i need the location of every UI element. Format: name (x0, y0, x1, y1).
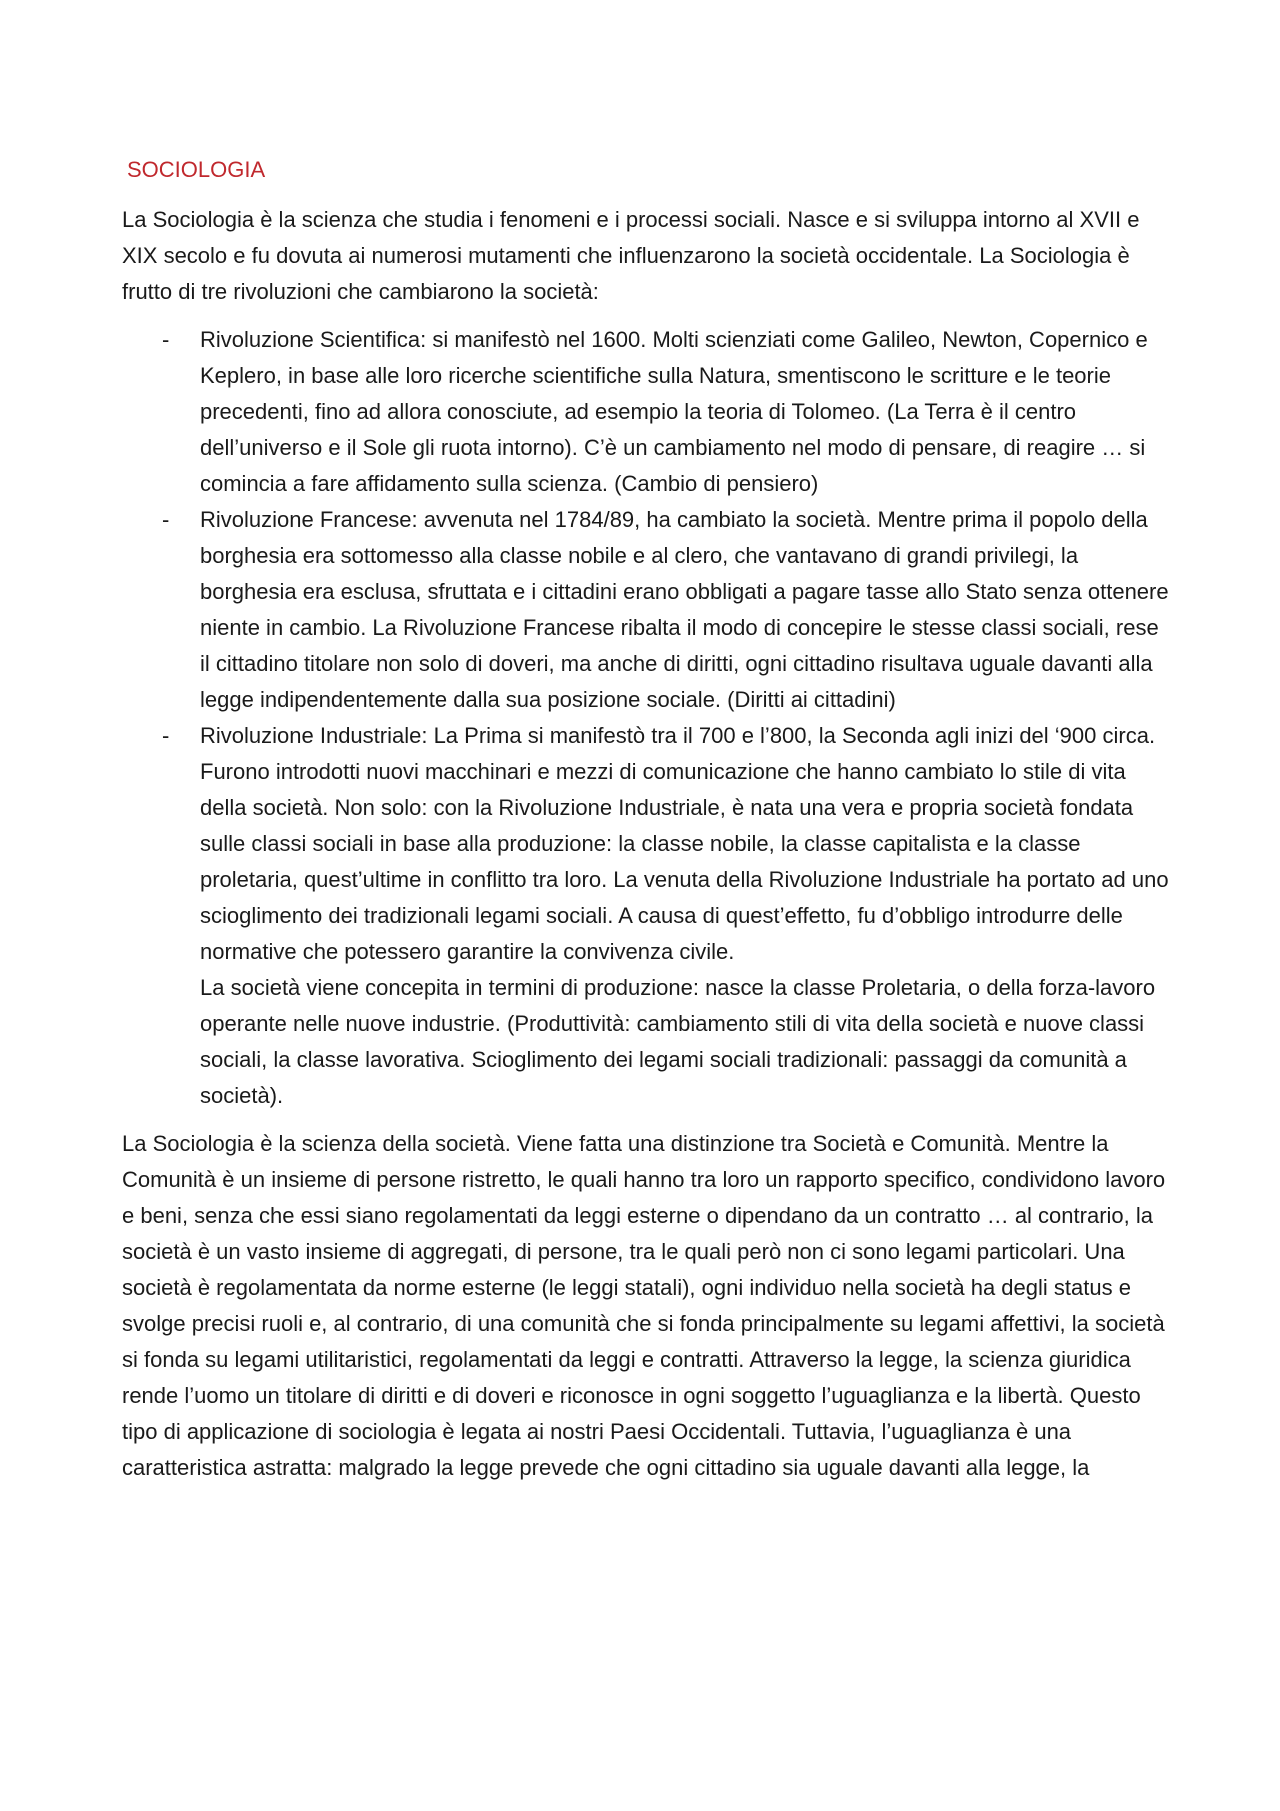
document-title: SOCIOLOGIA (127, 157, 266, 182)
list-item-scientific-revolution (122, 322, 1172, 502)
list-item-text: Rivoluzione Francese: avvenuta nel 1784/89, ha cambiato la società. Mentre prima il popolo della borghesia era sottomesso alla classe nobile e al clero, che vantavano di grandi privilegi, la borghesia era esclusa, sfruttata e i cittadini erano obbligati a pagare tasse allo Stato senza ottenere niente in cambio. La Rivoluzione Francese ribalta il modo di concepire le stesse classi sociali, rese il cittadino titolare non solo di doveri, ma anche di diritti, ogni cittadino risultava uguale davanti alla legge indipendentemente dalla sua posizione sociale. (Diritti ai cittadini) (200, 507, 1169, 712)
revolutions-list (122, 322, 1172, 1114)
list-item-text: Rivoluzione Scientifica: si manifestò nel 1600. Molti scienziati come Galileo, Newton, Copernico e Keplero, in base alle loro ricerche scientifiche sulla Natura, smentiscono le scritture e le teorie precedenti, fino ad allora conosciute, ad esempio la teoria di Tolomeo. (La Terra è il centro dell’universo e il Sole gli ruota intorno). C’è un cambiamento nel modo di pensare, di reagire … si comincia a fare affidamento sulla scienza. (Cambio di pensiero) (200, 327, 1148, 496)
bullet-marker: - (162, 507, 170, 532)
list-item-continuation: La società viene concepita in termini di produzione: nasce la classe Proletaria, o della forza-lavoro operante nelle nuove industrie. (Produttività: cambiamento stili di vita della società e nuove classi sociali, la classe lavorativa. Scioglimento dei legami sociali tradizionali: passaggi da comunità a società). (200, 975, 1156, 1108)
list-item-french-revolution (122, 502, 1172, 718)
bullet-marker: - (162, 327, 170, 352)
list-item-text: Rivoluzione Industriale: La Prima si manifestò tra il 700 e l’800, la Seconda agli inizi del ‘900 circa. Furono introdotti nuovi macchinari e mezzi di comunicazione che hanno cambiato lo stile di vita della società. Non solo: con la Rivoluzione Industriale, è nata una vera e propria società fondata sulle classi sociali in base alla produzione: la classe nobile, la classe capitalista e la classe proletaria, quest’ultime in conflitto tra loro. La venuta della Rivoluzione Industriale ha portato ad uno scioglimento dei tradizionali legami sociali. A causa di quest’effetto, fu d’obbligo introdurre delle normative che potessero garantire la convivenza civile. (200, 723, 1169, 964)
body-paragraph: La Sociologia è la scienza della società. Viene fatta una distinzione tra Società e Comunità. Mentre la Comunità è un insieme di persone ristretto, le quali hanno tra loro un rapporto specifico, condividono lavoro e beni, senza che essi siano regolamentati da leggi esterne o dipendano da un contratto … al contrario, la società è un vasto insieme di aggregati, di persone, tra le quali però non ci sono legami particolari. Una società è regolamentata da norme esterne (le leggi statali), ogni individuo nella società ha degli status e svolge precisi ruoli e, al contrario, di una comunità che si fonda principalmente su legami affettivi, la società si fonda su legami utilitaristici, regolamentati da leggi e contratti. Attraverso la legge, la scienza giuridica rende l’uomo un titolare di diritti e di doveri e riconosce in ogni soggetto l’uguaglianza e la libertà. Questo tipo di applicazione di sociologia è legata ai nostri Paesi Occidentali. Tuttavia, l’uguaglianza è una caratteristica astratta: malgrado la legge prevede che ogni cittadino sia uguale davanti alla legge, la (122, 1131, 1166, 1480)
list-item-industrial-revolution (122, 718, 1172, 1114)
intro-paragraph: La Sociologia è la scienza che studia i fenomeni e i processi sociali. Nasce e si sviluppa intorno al XVII e XIX secolo e fu dovuta ai numerosi mutamenti che influenzarono la società occidentale. La Sociologia è frutto di tre rivoluzioni che cambiarono la società: (122, 207, 1140, 304)
document-page (122, 152, 1172, 1498)
bullet-marker: - (162, 723, 170, 748)
